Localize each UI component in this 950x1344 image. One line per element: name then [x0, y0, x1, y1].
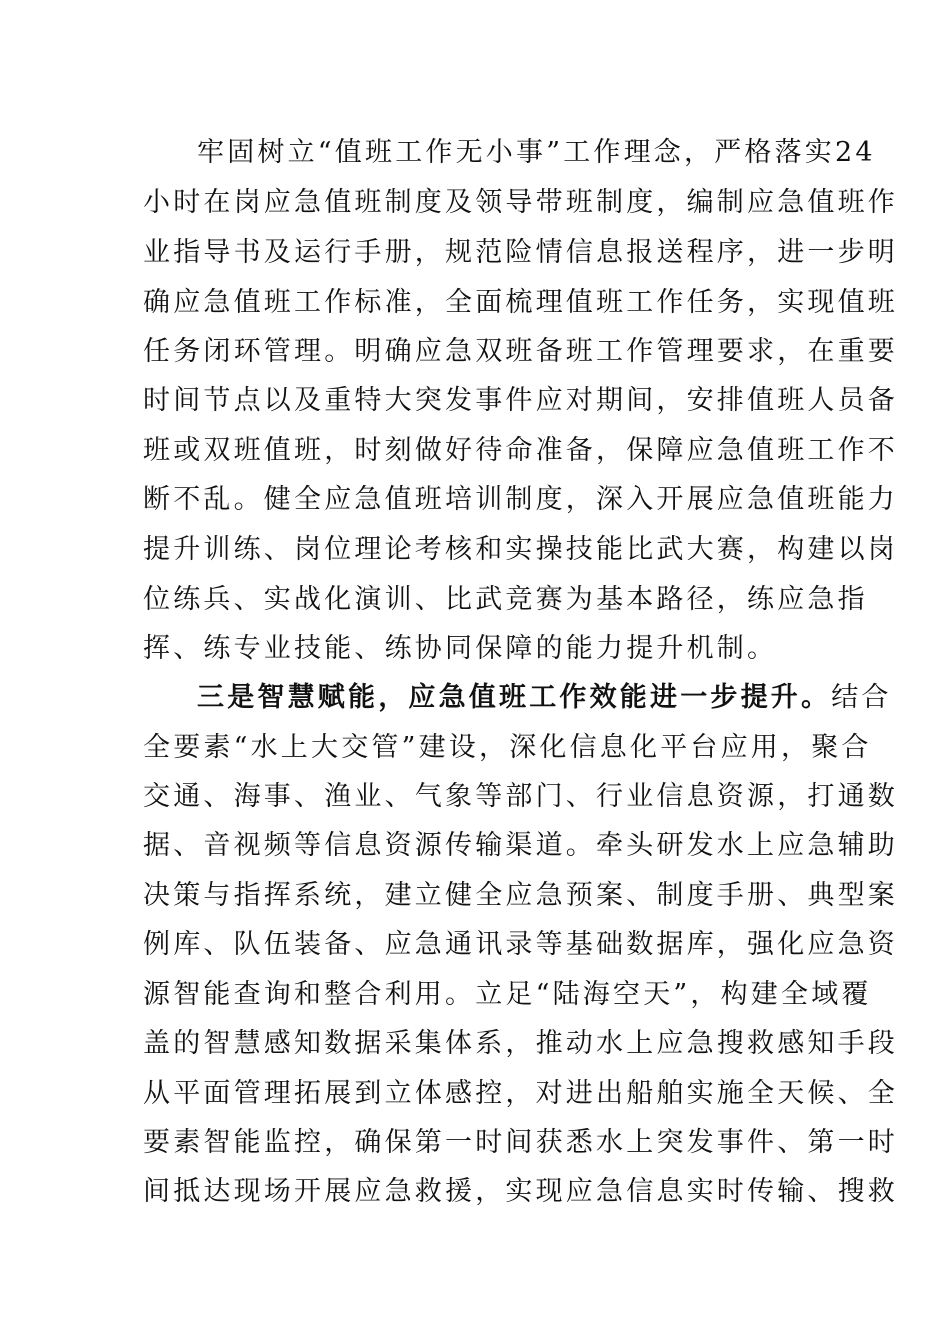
- paragraph-2-line-11: 间抵达现场开展应急救援，实现应急信息实时传输、搜救: [143, 1176, 898, 1207]
- paragraph-2-line-6: 例库、队伍装备、应急通讯录等基础数据库，强化应急资: [143, 929, 898, 960]
- paragraph-1-line-6: 时间节点以及重特大突发事件应对期间，安排值班人员备: [143, 385, 898, 416]
- paragraph-2-line-7: 源智能查询和整合利用。立足“陆海空天”，构建全域覆: [143, 979, 872, 1010]
- paragraph-2-line-2: 全要素“水上大交管”建设，深化信息化平台应用，聚合: [143, 732, 872, 763]
- paragraph-1-line-7: 班或双班值班，时刻做好待命准备，保障应急值班工作不: [143, 435, 898, 466]
- paragraph-1-line-8: 断不乱。健全应急值班培训制度，深入开展应急值班能力: [143, 484, 898, 515]
- paragraph-1-line-2: 小时在岗应急值班制度及领导带班制度，编制应急值班作: [143, 187, 898, 218]
- paragraph-1-line-4: 确应急值班工作标准，全面梳理值班工作任务，实现值班: [143, 287, 898, 318]
- paragraph-1-line-1: 牢固树立“值班工作无小事”工作理念，严格落实24: [197, 137, 876, 168]
- paragraph-2-line-1: [197, 678, 892, 718]
- paragraph-2-line-9: 从平面管理拓展到立体感控，对进出船舶实施全天候、全: [143, 1078, 898, 1109]
- paragraph-1-line-5: 任务闭环管理。明确应急双班备班工作管理要求，在重要: [143, 336, 898, 367]
- paragraph-2-line-5: 决策与指挥系统，建立健全应急预案、制度手册、典型案: [143, 880, 898, 911]
- paragraph-2-line-8: 盖的智慧感知数据采集体系，推动水上应急搜救感知手段: [143, 1028, 898, 1059]
- paragraph-1-line-10: 位练兵、实战化演训、比武竞赛为基本路径，练应急指: [143, 584, 868, 615]
- paragraph-2-line-10: 要素智能监控，确保第一时间获悉水上突发事件、第一时: [143, 1127, 898, 1158]
- paragraph-1-line-9: 提升训练、岗位理论考核和实操技能比武大赛，构建以岗: [143, 534, 898, 565]
- paragraph-1-line-11: 挥、练专业技能、练协同保障的能力提升机制。: [143, 633, 778, 664]
- paragraph-2-first-line-rest: 结合: [831, 682, 892, 713]
- paragraph-2-line-4: 据、音视频等信息资源传输渠道。牵头研发水上应急辅助: [143, 830, 898, 861]
- paragraph-2-line-3: 交通、海事、渔业、气象等部门、行业信息资源，打通数: [143, 781, 898, 812]
- paragraph-1-line-3: 业指导书及运行手册，规范险情信息报送程序，进一步明: [143, 237, 898, 268]
- paragraph-2-heading: 三是智慧赋能，应急值班工作效能进一步提升。: [197, 682, 832, 713]
